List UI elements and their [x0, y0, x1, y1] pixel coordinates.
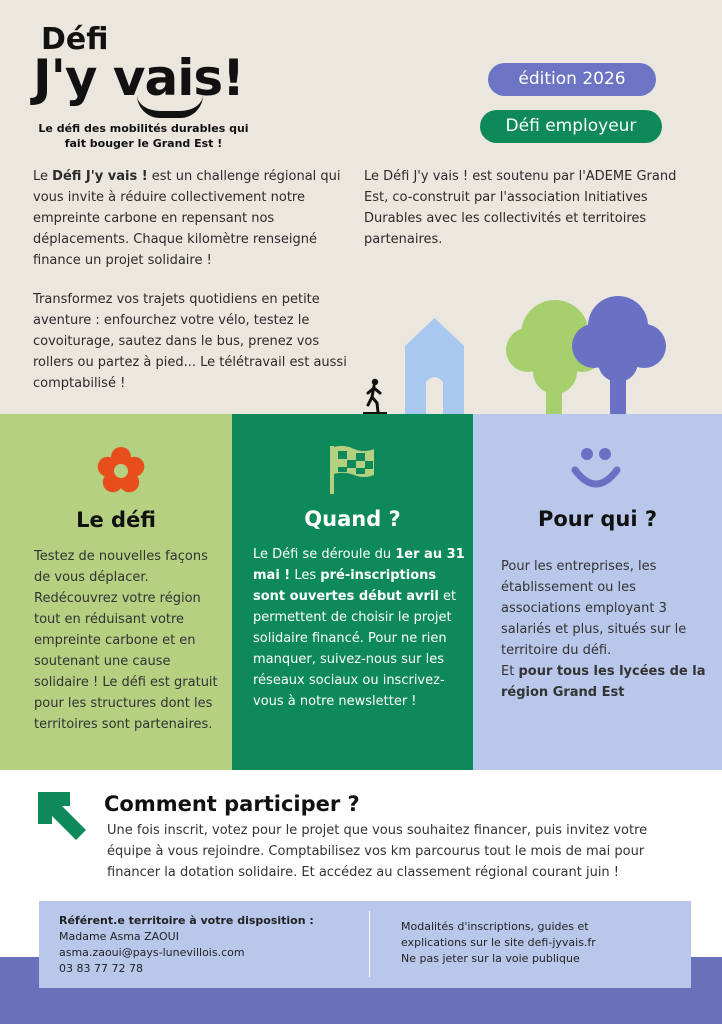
edition-badge: édition 2026	[488, 63, 656, 96]
column-title-le-defi: Le défi	[76, 508, 156, 532]
column-body-quand: Le Défi se déroule du 1er au 31 mai ! Les pré-inscriptions sont ouvertes début avril et permettent de choisir le projet solidaire financé. Pour ne rien manquer, suivez-nous sur les réseaux sociaux ou inscrivez-vous à notre newsletter !	[253, 547, 465, 709]
house-icon	[405, 318, 464, 414]
flower-icon	[96, 446, 146, 496]
walker-icon	[363, 378, 387, 414]
intro-paragraph-1: Le Défi J'y vais ! est un challenge régional qui vous invite à réduire collectivement notre empreinte carbone en repensant nos déplacements. Chaque kilomètre renseigné finance un projet solidaire !	[33, 169, 341, 268]
footer-info-line-3: Ne pas jeter sur la voie publique	[401, 952, 580, 965]
tagline: Le défi des mobilités durables qui fait bouger le Grand Est !	[38, 122, 249, 150]
referent-contact	[59, 913, 349, 977]
referent-name: Madame Asma ZAOUI	[59, 930, 179, 943]
logo-defi-text: Défi	[41, 22, 109, 57]
column-title-quand: Quand ?	[304, 507, 401, 531]
checkered-flag-icon	[328, 444, 376, 494]
footer-divider	[369, 911, 370, 977]
logo-main-text: J'y vais!	[33, 49, 244, 107]
referent-email[interactable]: asma.zaoui@pays-lunevillois.com	[59, 946, 245, 959]
footer-info-line-1: Modalités d'inscriptions, guides et	[401, 920, 589, 933]
referent-phone: 03 83 77 72 78	[59, 962, 143, 975]
footer-info-text	[401, 919, 671, 967]
column-body-le-defi: Testez de nouvelles façons de vous déplacer. Redécouvrez votre région tout en réduisant votre empreinte carbone et en soutenant une cause solidaire ! Le défi est gratuit pour les structures dont les territoires sont partenaires.	[34, 549, 218, 732]
comment-participer-body: Une fois inscrit, votez pour le projet que vous souhaitez financer, puis invitez votre équipe à vous rejoindre. Comptabilisez vos km parcourus tout le mois de mai pour financer la dotation solidaire. Et accédez au classement régional courant juin !	[107, 823, 648, 880]
intro-paragraph-2: Transformez vos trajets quotidiens en petite aventure : enfourchez votre vélo, testez le covoiturage, sautez dans le bus, prenez vos rollers ou partez à pied... Le télétravail est aussi comptabilisé !	[33, 292, 347, 391]
column-pour-qui	[473, 414, 722, 770]
column-quand	[232, 414, 473, 770]
intro-paragraph-3: Le Défi J'y vais ! est soutenu par l'ADEME Grand Est, co-construit par l'association Initiatives Durables avec les collectivités et territoires partenaires.	[364, 169, 677, 247]
blue-tree-icon	[570, 292, 668, 414]
column-le-defi	[0, 414, 232, 770]
comment-participer-title: Comment participer ?	[104, 792, 360, 816]
footer-info-box	[39, 901, 691, 988]
employeur-badge: Défi employeur	[480, 110, 662, 143]
column-body-pour-qui: Pour les entreprises, les établissement ou les associations employant 3 salariés et plus, situés sur le territoire du défi. Et pour tous les lycées de la région Grand Est	[501, 559, 706, 700]
arrow-up-left-icon	[36, 790, 88, 842]
column-title-pour-qui: Pour qui ?	[537, 507, 658, 531]
smiley-icon	[571, 446, 621, 492]
footer-info-line-2: explications sur le site defi-jyvais.fr	[401, 936, 596, 949]
referent-title: Référent.e territoire à votre disposition :	[59, 914, 314, 927]
